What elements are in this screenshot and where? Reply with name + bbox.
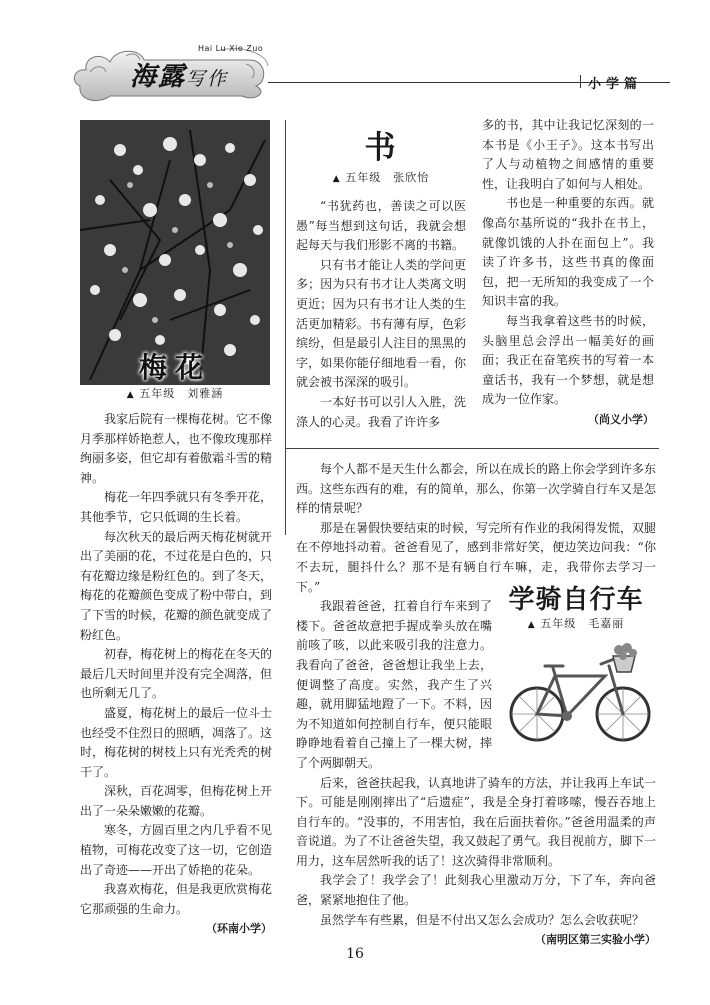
logo-pinyin: Hai Lu Xie Zuo xyxy=(198,44,264,53)
paragraph: 多的书，其中让我记忆深刻的一本书是《小王子》。这本书写出了人与动植物之间感情的重要性，让我明白了如何与人相处。 xyxy=(482,118,654,191)
paragraph: 每次秋天的最后两天梅花树就开出了美丽的花，不过花是白色的，只有花瓣边缘是粉红色的。到了冬天，梅花的花瓣颜色变成了粉中带白，到了下雪的时候，花瓣的颜色就变成了粉红色。 xyxy=(80,529,273,642)
page-number: 16 xyxy=(346,946,364,962)
paragraph: 我学会了！我学会了！此刻我心里激动万分，下了车，奔向爸爸，紧紧地抱住了他。 xyxy=(296,873,656,908)
paragraph: 一本好书可以引人入胜，洗涤人的心灵。我看了许许多 xyxy=(296,394,466,429)
paragraph: 盛夏，梅花树上的最后一位斗士也经受不住烈日的照晒，凋落了。这时，梅花树的树枝上只有光秃秃的树干了。 xyxy=(80,705,273,779)
paragraph: 梅花一年四季就只有冬季开花，其他季节，它只低调的生长着。 xyxy=(80,490,273,524)
section-label: 小学篇 xyxy=(588,77,643,92)
paragraph: 虽然学车有些累，但是不付出又怎么会成功？怎么会收获呢？ xyxy=(320,912,645,927)
paragraph: 只有书才能让人类的学问更多；因为只有书才让人类离文明更近；因为只有书才让人类的生活更加精彩。书有薄有厚，色彩缤纷，但是最引人注目的黑黑的字，如果你能仔细地看一看，你就会被书深深的吸引。 xyxy=(296,257,466,390)
paragraph: 我跟着爸爸，扛着自行车来到了楼下。爸爸故意把手握成拳头放在嘴前咳了咳，以此来吸引我的注意力。我看向了爸爸，爸爸想让我坐上去，便调整了高度。实然，我产生了兴趣，就用脚猛地蹬了一下。不料，因为不知道如何控制自行车，便只能眼睁睁地看着自己撞上了一棵大树，摔了个两脚朝天。 xyxy=(296,599,492,770)
paragraph: 初春，梅花树上的梅花在冬天的最后几天时间里并没有完全凋落，但也所剩无几了。 xyxy=(80,647,273,701)
paragraph: 每个人都不是天生什么都会，所以在成长的路上你会学到许多东西。这些东西有的难，有的简单，那么，你第一次学骑自行车又是怎样的情景呢？ xyxy=(296,462,657,516)
plum-article-body xyxy=(80,410,272,939)
bike-school: （南明区第三实验小学） xyxy=(535,933,656,947)
plum-school: （环南小学） xyxy=(206,922,272,936)
paragraph: 我家后院有一棵梅花树。它不像月季那样娇艳惹人，也不像玫瑰那样绚丽多姿，但它却有着傲霜斗雪的精神。 xyxy=(80,412,273,485)
paragraph: 那是在暑假快要结束的时候，写完所有作业的我闲得发慌，双腿在不停地抖动着。爸爸看见了，感到非常好笑，便边笑边问我：“你不去玩，腿抖什么？那不是有辆自行车嘛，走，我带你去学习一下。” xyxy=(296,520,657,594)
section-divider xyxy=(285,448,659,449)
book-school: （尚义小学） xyxy=(588,412,654,426)
paragraph: 书也是一种重要的东西。就像高尔基所说的“我扑在书上，就像饥饿的人扑在面包上”。我读了许多书，这些书真的像面包，把一无所知的我变成了一个知识丰富的我。 xyxy=(482,196,654,309)
paragraph: 寒冬，方圆百里之内几乎看不见植物，可梅花改变了这一切，它创造出了奇迹——开出了娇艳的花朵。 xyxy=(80,823,273,877)
paragraph: 我喜欢梅花，但是我更欣赏梅花它那顽强的生命力。 xyxy=(80,882,273,916)
paragraph: 后来，爸爸扶起我，认真地讲了骑车的方法，并让我再上车试一下。可能是刚刚摔出了“后遗症”，我是全身打着哆嗦，慢吞吞地上自行车的。“没事的，不用害怕，我在后面扶着你。”爸爸用温柔的声音说道。为了不让爸爸失望，我又鼓起了勇气。我目视前方，脚下一用力，这车居然听我的话了！这次骑得非常顺利。 xyxy=(296,775,657,868)
column-divider xyxy=(285,120,286,535)
plum-article-title: 梅花 xyxy=(138,351,211,384)
paragraph: “书犹药也，善读之可以医愚”每当想到这句话，我就会想起每天与我们形影不离的书籍。 xyxy=(296,199,466,253)
page-header xyxy=(70,38,670,108)
bike-byline: ▲ 五年级 毛嘉丽 xyxy=(527,617,625,630)
book-article-head xyxy=(296,128,466,432)
book-article-title: 书 xyxy=(364,130,398,166)
book-article-continued xyxy=(482,116,654,430)
logo-title: 海露写作 xyxy=(130,62,229,92)
book-byline: ▲ 五年级 张欣怡 xyxy=(332,171,430,184)
bicycle-illustration-icon xyxy=(505,636,655,746)
paragraph: 深秋，百花凋零，但梅花树上开出了一朵朵嫩嫩的花瓣。 xyxy=(80,784,273,818)
bike-article-head xyxy=(492,584,660,633)
header-tick xyxy=(580,75,581,88)
bike-article-title: 学骑自行车 xyxy=(508,585,644,615)
plum-byline: ▲ 五年级 刘雅涵 xyxy=(126,387,224,400)
paragraph: 每当我拿着这些书的时候，头脑里总会浮出一幅美好的画面；我正在奋笔疾书的写着一本童话书，我有一个梦想，就是想成为一位作家。 xyxy=(482,313,654,407)
